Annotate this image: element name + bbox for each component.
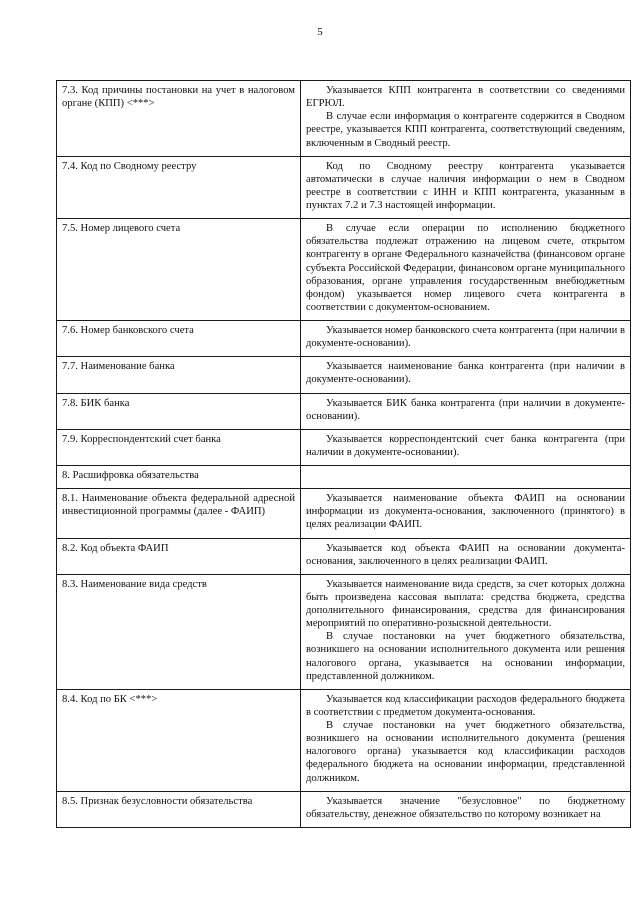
field-name-cell: 8.2. Код объекта ФАИП (57, 538, 301, 574)
table-row (57, 466, 631, 489)
field-name-cell: 7.8. БИК банка (57, 393, 301, 429)
table-row (57, 538, 631, 574)
description-paragraph: Указывается корреспондентский счет банка контрагента (при наличии в документе-основании). (306, 433, 625, 458)
description-paragraph: В случае если информация о контрагенте содержится в Сводном реестре, указывается КПП контрагента, соответствующий сведениям, включенным в Сводный реестр. (306, 111, 625, 149)
field-description-cell (301, 219, 631, 321)
field-description-cell (301, 489, 631, 538)
field-name-cell: 8.4. Код по БК <***> (57, 689, 301, 791)
table-row (57, 429, 631, 465)
field-description-cell (301, 393, 631, 429)
table-row (57, 156, 631, 219)
field-name-cell: 8.5. Признак безусловности обязательства (57, 791, 301, 827)
description-paragraph: В случае постановки на учет бюджетного обязательства, возникшего на основании исполнительного документа (решения налогового органа) указывается код классификации расходов федерального бюджета на основании информации, представленной должником. (306, 720, 625, 784)
table-row (57, 393, 631, 429)
description-paragraph: Указывается наименование объекта ФАИП на основании информации из документа-основания, заключенного (принятого) в целях реализации ФАИП. (306, 493, 625, 531)
description-paragraph: Код по Сводному реестру контрагента указывается автоматически в случае наличия информации о нем в Сводном реестре в соответствии с ИНН и КПП контрагента, указанным в пунктах 7.2 и 7.3 настоящей информации. (306, 160, 625, 211)
field-name-cell: 7.5. Номер лицевого счета (57, 219, 301, 321)
field-name-cell: 8.3. Наименование вида средств (57, 574, 301, 689)
field-description-cell (301, 538, 631, 574)
field-name-cell: 8. Расшифровка обязательства (57, 466, 301, 489)
field-description-cell (301, 429, 631, 465)
description-paragraph: Указывается номер банковского счета контрагента (при наличии в документе-основании). (306, 325, 625, 350)
description-paragraph: Указывается наименование вида средств, за счет которых должна быть произведена кассовая выплата: средства бюджета, средства дополнительного финансирования, средства для финансирования мероприятий по оперативно-розыскной деятельности. (306, 578, 625, 630)
field-name-cell: 7.6. Номер банковского счета (57, 321, 301, 357)
field-description-cell (301, 357, 631, 393)
table-row (57, 791, 631, 827)
table-row (57, 81, 631, 157)
field-name-cell: 8.1. Наименование объекта федеральной адресной инвестиционной программы (далее - ФАИП) (57, 489, 301, 538)
table-row (57, 321, 631, 357)
field-name-cell: 7.4. Код по Сводному реестру (57, 156, 301, 219)
table-row (57, 357, 631, 393)
table-row (57, 489, 631, 538)
description-paragraph: Указывается код классификации расходов федерального бюджета в соответствии с предметом документа-основания. (306, 693, 625, 718)
table-body (57, 81, 631, 828)
description-paragraph: Указывается БИК банка контрагента (при наличии в документе-основании). (306, 397, 625, 422)
table-row (57, 689, 631, 791)
description-paragraph: В случае постановки на учет бюджетного обязательства, возникшего на основании исполнительного документа или решения налогового органа, указывается на основании информации, представленной должником. (306, 631, 625, 682)
table-row (57, 574, 631, 689)
field-description-cell (301, 791, 631, 827)
regulation-table (56, 80, 631, 828)
description-paragraph: Указывается значение "безусловное" по бюджетному обязательству, денежное обязательство по которому возникает на (306, 795, 625, 820)
field-description-cell (301, 81, 631, 157)
description-paragraph: Указывается КПП контрагента в соответствии со сведениями ЕГРЮЛ. (306, 85, 625, 110)
description-paragraph: Указывается код объекта ФАИП на основании документа-основания, заключенного в целях реализации ФАИП. (306, 542, 625, 567)
field-description-cell (301, 466, 631, 489)
field-name-cell: 7.3. Код причины постановки на учет в налоговом органе (КПП) <***> (57, 81, 301, 157)
description-paragraph: Указывается наименование банка контрагента (при наличии в документе-основании). (306, 361, 625, 386)
field-description-cell (301, 156, 631, 219)
field-name-cell: 7.7. Наименование банка (57, 357, 301, 393)
field-name-cell: 7.9. Корреспондентский счет банка (57, 429, 301, 465)
page-number: 5 (317, 26, 323, 38)
field-description-cell (301, 574, 631, 689)
field-description-cell (301, 689, 631, 791)
table-row (57, 219, 631, 321)
description-paragraph: В случае если операции по исполнению бюджетного обязательства подлежат отражению на лицевом счете, открытом контрагенту в органе Федерального казначейства (финансовом органе субъекта Российской Федерации, финансовом органе муниципального образования, органе управления государственным внебюджетным фондом) указывается номер лицевого счета контрагента в соответствии с документом-основанием. (306, 223, 625, 313)
field-description-cell (301, 321, 631, 357)
